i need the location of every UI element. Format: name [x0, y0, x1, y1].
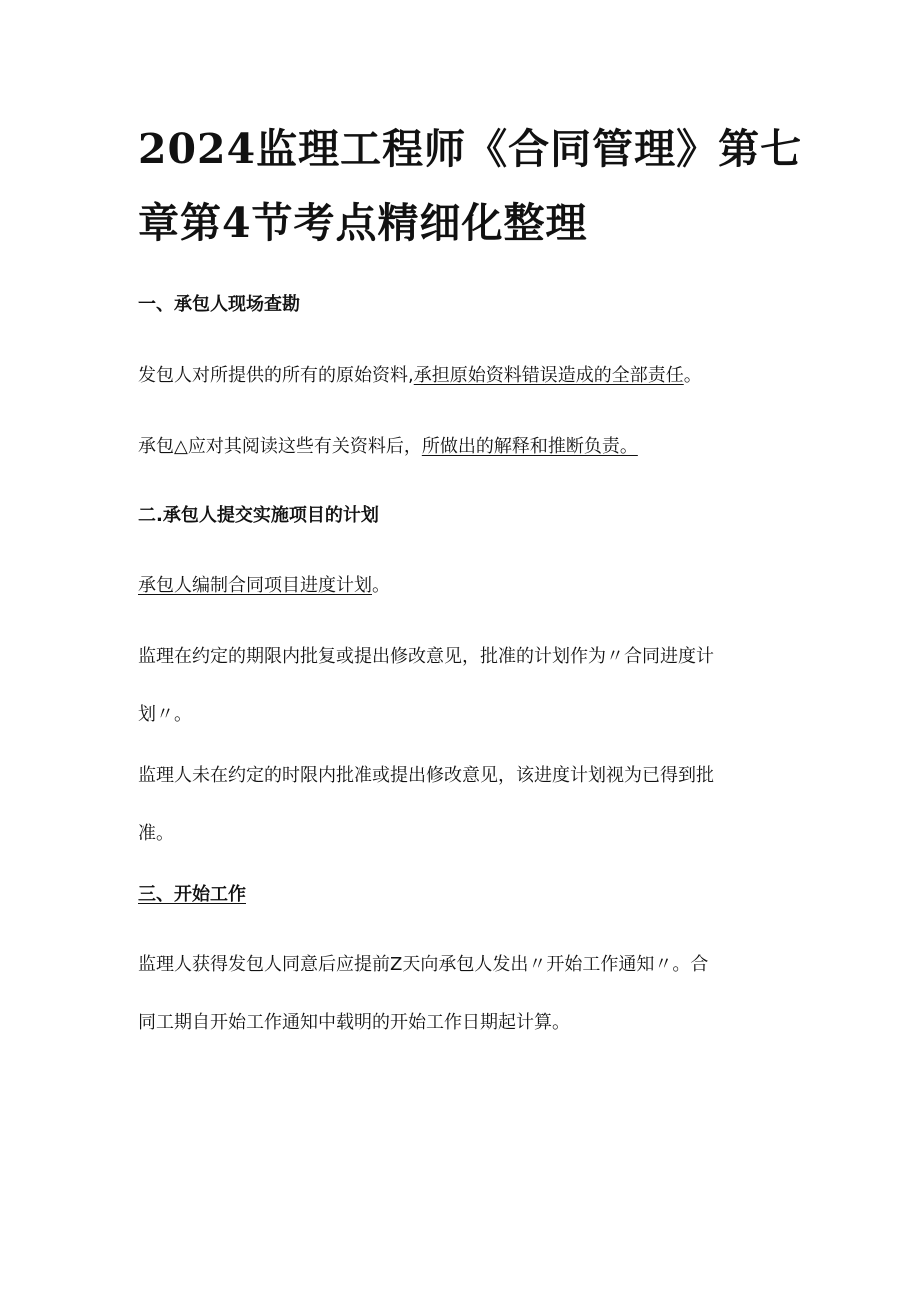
section-heading-submit-plan: 二.承包人提交实施项目的计划 [138, 505, 379, 526]
paragraph-supervisor-approval [138, 628, 798, 744]
plain-text: 承包△应对其阅读这些有关资料后， [138, 436, 422, 457]
paragraph-deemed-approved [138, 747, 798, 863]
paragraph-line [138, 418, 798, 476]
paragraph-line-2: 准。 [138, 823, 174, 844]
plain-text: 发包人对所提供的所有的原始资料, [138, 365, 414, 386]
paragraph-contractor-interpretation [138, 418, 798, 476]
paragraph-line [138, 557, 798, 615]
underlined-text: 所做出的解释和推断负责。 [421, 436, 638, 457]
paragraph-start-work-notice [138, 936, 798, 1052]
title-line-1: 2024监理工程师《合同管理》第七 [138, 125, 803, 173]
plain-text-tail: 。 [372, 575, 390, 596]
section-heading-start-work: 三、开始工作 [138, 884, 246, 905]
plain-text-tail: 。 [683, 365, 702, 386]
underlined-text: 承包人编制合同项目进度计划 [138, 575, 372, 596]
paragraph-line [138, 347, 798, 405]
paragraph-line-1: 监理人获得发包人同意后应提前Z天向承包人发出〃开始工作通知〃。合 [138, 954, 709, 975]
paragraph-prepare-schedule [138, 557, 798, 615]
section-heading-site-survey: 一、承包人现场查勘 [138, 294, 300, 315]
underlined-text: 承担原始资料错误造成的全部责任 [413, 365, 684, 386]
document-title [138, 112, 818, 260]
paragraph-line-2: 划〃。 [138, 704, 192, 725]
paragraph-line-2: 同工期自开始工作通知中载明的开始工作日期起计算。 [138, 1012, 570, 1033]
paragraph-line-1: 监理在约定的期限内批复或提出修改意见，批准的计划作为〃合同进度计 [138, 646, 714, 667]
paragraph-line-1: 监理人未在约定的时限内批准或提出修改意见，该进度计划视为已得到批 [138, 765, 714, 786]
paragraph-original-data-responsibility [138, 347, 798, 405]
title-line-2: 章第4节考点精细化整理 [138, 199, 588, 247]
